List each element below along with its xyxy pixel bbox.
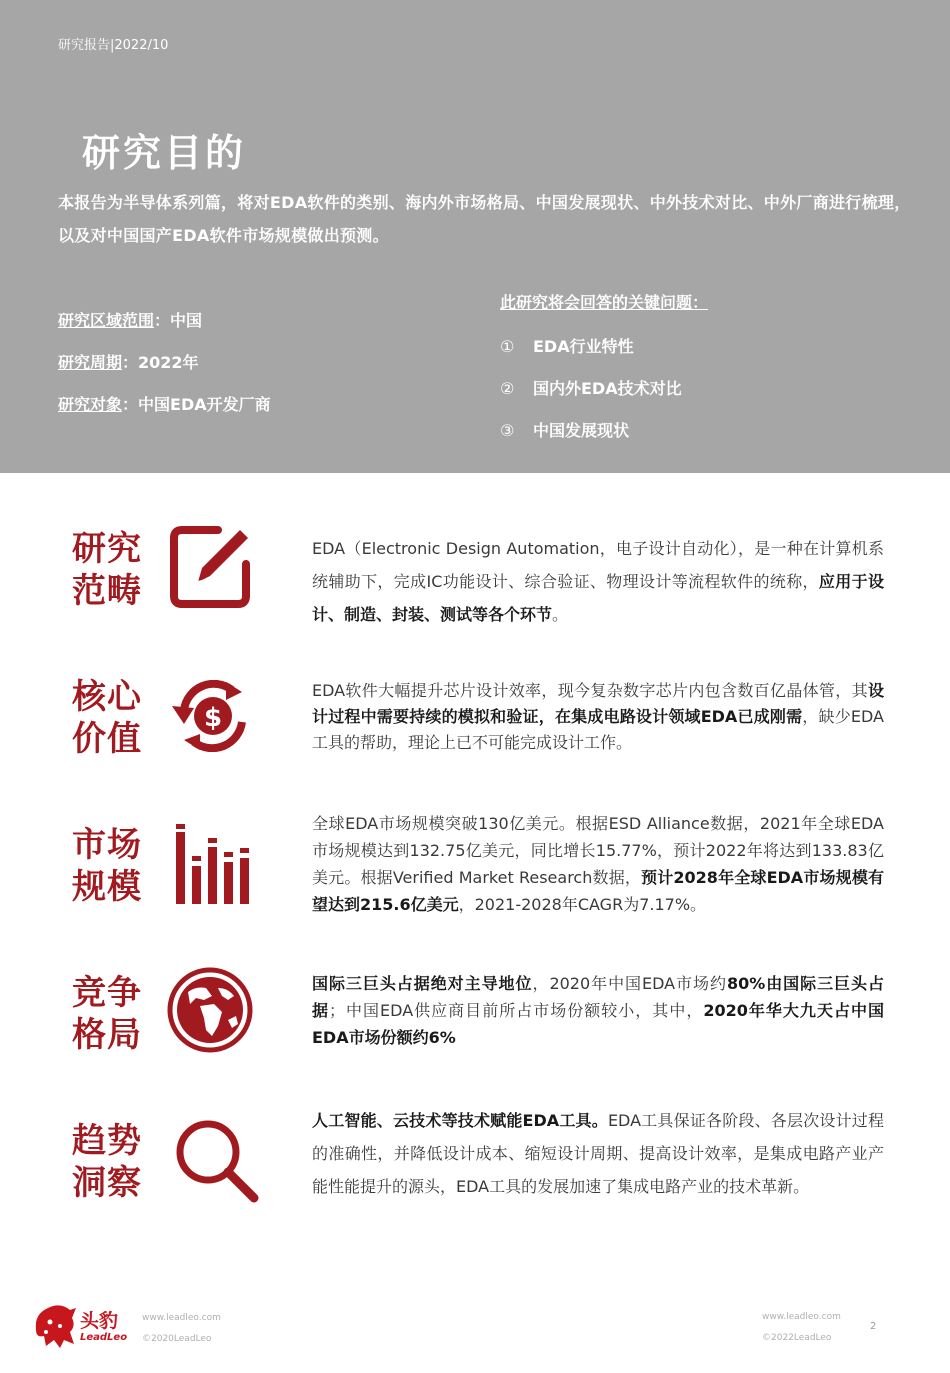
leopard-logo-icon — [30, 1300, 78, 1350]
footer-left-url[interactable]: www.leadleo.com — [142, 1313, 221, 1323]
report-tag: 研究报告|2022/10 — [58, 38, 169, 53]
section-title-scope: 研究 范畴 — [72, 529, 142, 611]
svg-text:$: $ — [203, 703, 223, 733]
section-title-market: 市场 规模 — [72, 825, 142, 907]
section-text-value: EDA软件大幅提升芯片设计效率，现今复杂数字芯片内包含数百亿晶体管，其设计过程中需要持续的模拟和验证，在集成电路设计领域EDA已成刚需，缺少EDA工具的帮助，理论上已不可能完成设计工作。 — [312, 681, 884, 752]
dollar-cycle-icon — [170, 680, 256, 752]
question-item: ① EDA行业特性 — [500, 337, 634, 356]
magnifier-icon — [172, 1116, 260, 1204]
section-text-market: 全球EDA市场规模突破130亿美元。根据ESD Alliance数据，2021年全球EDA市场规模达到132.75亿美元，同比增长15.77%，预计2022年将达到133.83亿美元。根据Verified Market Research数据，预计2028年全球EDA市场规模有望达到215.6亿美元，2021-2028年CAGR为7.17%。 — [312, 814, 884, 914]
page-number: 2 — [870, 1321, 877, 1332]
globe-icon — [166, 966, 254, 1054]
questions-title: 此研究将会回答的关键问题： — [500, 293, 709, 312]
footer-right-copyright: ©2022LeadLeo — [762, 1333, 832, 1343]
question-item: ③ 中国发展现状 — [500, 421, 630, 440]
page-title: 研究目的 — [82, 131, 247, 175]
footer-right-url[interactable]: www.leadleo.com — [762, 1312, 841, 1322]
footer-left-copyright: ©2020LeadLeo — [142, 1334, 212, 1344]
edit-icon — [168, 524, 254, 610]
section-text-scope: EDA（Electronic Design Automation，电子设计自动化），是一种在计算机系统辅助下，完成IC功能设计、综合验证、物理设计等流程软件的统称，应用于设计、制造、封装、测试等各个环节。 — [312, 539, 884, 624]
intro-paragraph: 本报告为半导体系列篇，将对EDA软件的类别、海内外市场格局、中国发展现状、中外技术对比、中外厂商进行梳理，以及对中国国产EDA软件市场规模做出预测。 — [58, 193, 911, 245]
meta-object: 研究对象：中国EDA开发厂商 — [58, 395, 271, 414]
logo-cn-text: 头豹 — [80, 1310, 119, 1332]
section-text-competition: 国际三巨头占据绝对主导地位，2020年中国EDA市场约80%由国际三巨头占据；中国EDA供应商目前所占市场份额较小，其中，2020年华大九天占中国EDA市场份额约6% — [312, 974, 884, 1047]
meta-region: 研究区域范围：中国 — [58, 311, 203, 330]
logo-en-text: LeadLeo — [80, 1332, 128, 1343]
section-title-trends: 趋势 洞察 — [72, 1121, 142, 1203]
section-title-competition: 竞争 格局 — [72, 973, 142, 1055]
section-text-trends: 人工智能、云技术等技术赋能EDA工具。EDA工具保证各阶段、各层次设计过程的准确性，并降低设计成本、缩短设计周期、提高设计效率，是集成电路产业产能性能提升的源头，EDA工具的发展加速了集成电路产业的技术革新。 — [312, 1111, 884, 1196]
meta-period: 研究周期：2022年 — [58, 353, 199, 372]
header-band — [0, 0, 950, 473]
question-item: ② 国内外EDA技术对比 — [500, 379, 682, 398]
bar-chart-icon — [176, 822, 256, 906]
section-title-value: 核心 价值 — [72, 677, 142, 759]
